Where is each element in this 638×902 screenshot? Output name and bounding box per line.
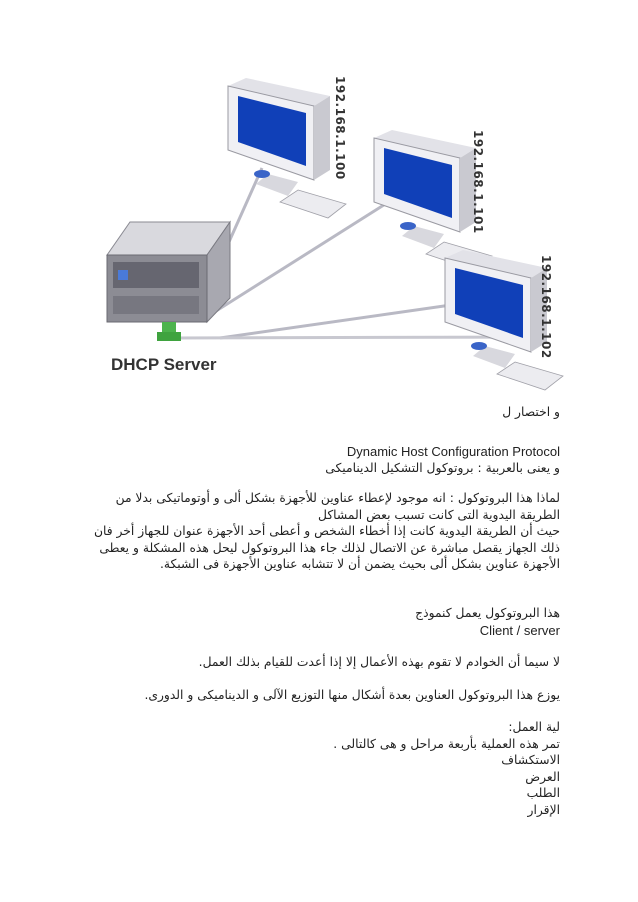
client-ip-label: 192.168.1.102 xyxy=(539,255,553,359)
model-name: Client / server xyxy=(479,623,560,638)
distribute-line: يوزع هذا البروتوكول العناوين بعدة أشكال منها التوزيع الآلى و الديناميكى و الدورى. xyxy=(144,688,560,702)
server-label: DHCP Server xyxy=(111,355,217,374)
stage-item: الطلب xyxy=(526,786,560,800)
model-line: هذا البروتوكول يعمل كنموذج xyxy=(415,606,560,620)
why-paragraph-line: لماذا هذا البروتوكول : انه موجود لإعطاء عناوين للأجهزة بشكل ألى و أوتوماتيكى بدلا من xyxy=(115,491,560,505)
stage-item: الإقرار xyxy=(527,803,560,817)
why-paragraph-line: ذلك الجهاز يقصل مباشرة عن الاتصال لذلك جاء هذا البروتوكول ليحل هذه المشكلة و يعطى xyxy=(99,541,560,555)
mechanism-title: لية العمل: xyxy=(508,720,560,734)
why-paragraph-line: الطريقة اليدوية التى كانت تسبب بعض المشاكل xyxy=(318,508,560,522)
servers-line: لا سيما أن الخوادم لا تقوم بهذه الأعمال إلا إذا أعدت للقيام بذلك العمل. xyxy=(198,655,560,669)
why-paragraph-line: حيث أن الطريقة اليدوية كانت إذا أخطاء الشخص و أعطى أحد الأجهزة عنوان للجهاز أخر فان xyxy=(93,524,560,538)
why-paragraph-line: الأجهزة عناوين بشكل ألى بحيث يضمن أن لا تتشابه عناوين الأجهزة فى الشبكة. xyxy=(160,557,560,571)
protocol-full-name: Dynamic Host Configuration Protocol xyxy=(346,444,560,459)
network-plug-icon xyxy=(157,322,181,341)
client-computer-icon xyxy=(228,78,346,218)
stage-item: العرض xyxy=(525,770,560,784)
arabic-meaning: و يعنى بالعربية : بروتوكول التشكيل الديناميكى xyxy=(325,461,560,475)
client-ip-label: 192.168.1.100 xyxy=(333,76,347,180)
dhcp-network-diagram xyxy=(0,0,638,400)
link-line-2 xyxy=(205,196,398,318)
server-icon xyxy=(107,222,230,322)
stage-item: الاستكشاف xyxy=(501,753,560,767)
client-ip-label: 192.168.1.101 xyxy=(471,130,485,234)
link-line-3 xyxy=(220,303,465,338)
abbrev-line: و اختصار ل xyxy=(502,405,560,419)
stages-intro: تمر هذه العملية بأربعة مراحل و هى كالتالى . xyxy=(333,737,560,751)
